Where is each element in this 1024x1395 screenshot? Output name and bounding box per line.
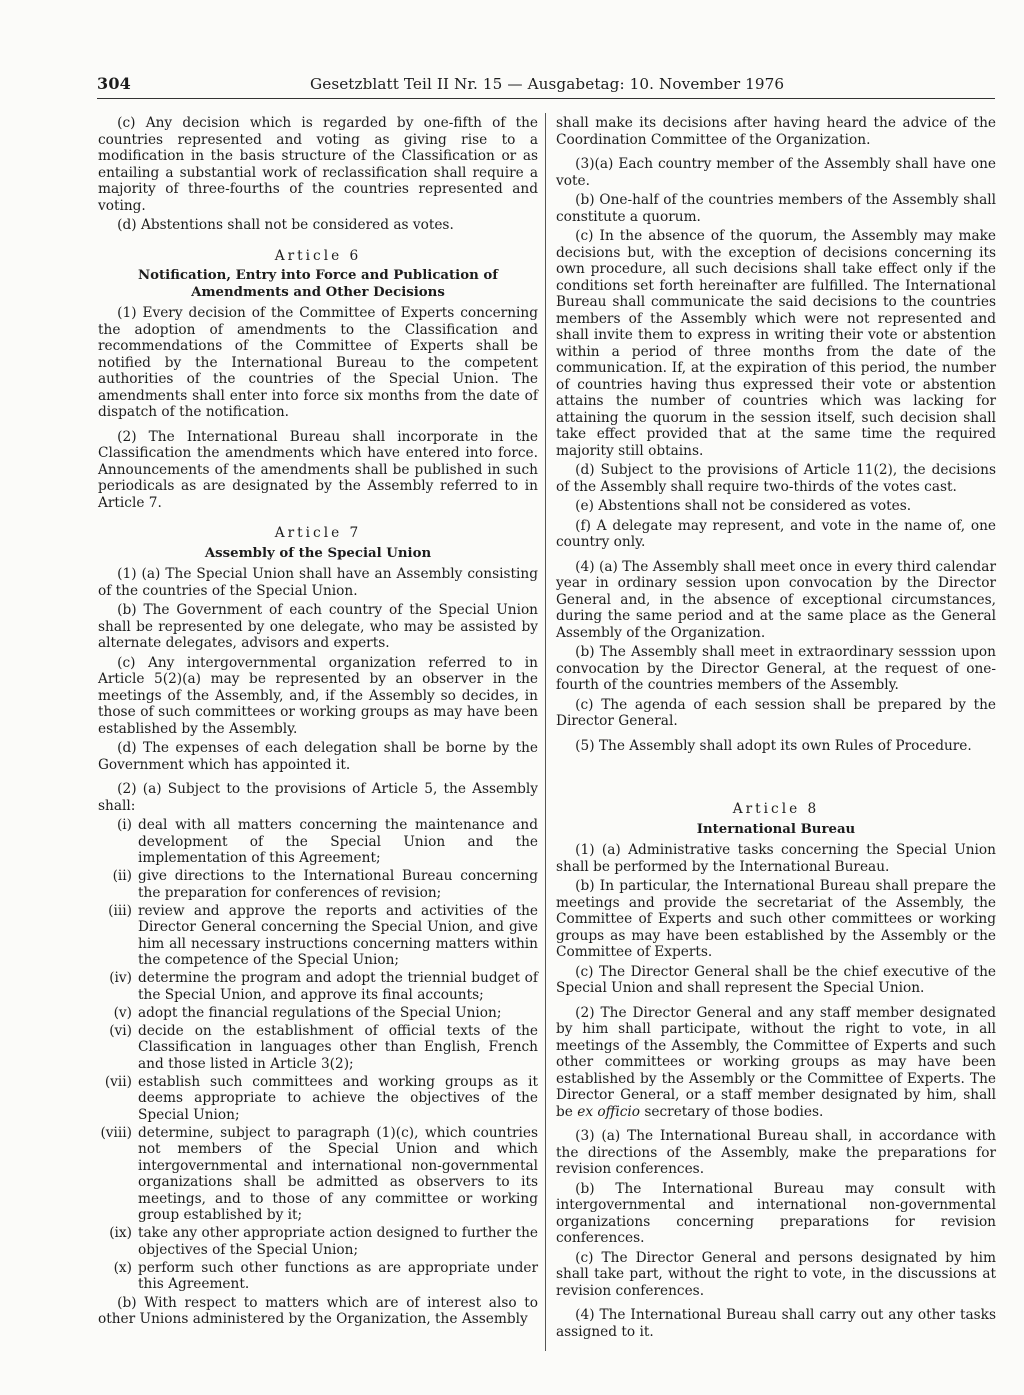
list-item-text: take any other appropriate action designed to further the objectives of the Special Union; <box>138 1225 538 1258</box>
paragraph: (2) (a) Subject to the provisions of Article 5, the Assembly shall: <box>98 781 538 814</box>
list-item-number: (ix) <box>109 1225 132 1241</box>
paragraph: (c) The agenda of each session shall be prepared by the Director General. <box>556 696 996 729</box>
paragraph: (e) Abstentions shall not be considered as votes. <box>575 498 912 514</box>
assembly-duties-list <box>98 817 538 1293</box>
article-8-title: Article 8 <box>732 801 820 817</box>
right-column <box>556 115 996 1343</box>
list-item-number: (iii) <box>108 902 132 919</box>
spacer <box>556 757 996 787</box>
article-8-heading: International Bureau <box>696 821 856 837</box>
paragraph: (c) The Director General and persons designated by him shall take part, without the right to vote, in the discussions at revision conferences. <box>556 1249 996 1299</box>
list-item-text: decide on the establishment of official texts of the Classification in languages other than English, French and those listed in Article 3(2); <box>138 1022 538 1072</box>
paragraph: (b) The International Bureau may consult with intergovernmental and international non-governmental organizations concerning preparations for revision conferences. <box>556 1180 996 1246</box>
paragraph: (3) (a) The International Bureau shall, in accordance with the directions of the Assembly, make the preparations for revision conferences. <box>556 1128 996 1177</box>
list-item <box>98 1225 538 1258</box>
list-item <box>98 1023 538 1073</box>
column-divider <box>545 113 546 1351</box>
paragraph: (f) A delegate may represent, and vote in the name of, one country only. <box>556 517 996 550</box>
left-column <box>98 115 538 1331</box>
paragraph: (b) With respect to matters which are of interest also to other Unions administered by the Organization, the Assembly <box>98 1294 538 1327</box>
paragraph: (5) The Assembly shall adopt its own Rules of Procedure. <box>575 737 972 754</box>
list-item-text: give directions to the International Bureau concerning the preparation for conferences of revision; <box>138 868 538 901</box>
paragraph: (1) (a) The Special Union shall have an Assembly consisting of the countries of the Special Union. <box>98 566 538 599</box>
paragraph: (3)(a) Each country member of the Assembly shall have one vote. <box>556 156 996 189</box>
list-item-number: (v) <box>113 1004 132 1021</box>
list-item <box>98 868 538 901</box>
list-item-number: (iv) <box>109 970 132 986</box>
list-item <box>98 817 538 867</box>
list-item-text: deal with all matters concerning the maintenance and development of the Special Union and the implementation of this Agreement; <box>138 817 538 866</box>
list-item <box>98 1005 538 1022</box>
italic-term: ex officio <box>577 1103 641 1120</box>
article-7-heading: Assembly of the Special Union <box>204 545 432 561</box>
page-number: 304 <box>97 74 131 93</box>
paragraph: (c) Any decision which is regarded by one-fifth of the countries represented and voting as giving rise to a modification in the basis structure of the Classification or as entailing a substantial work of reclassification shall require a majority of three-fourths of the countries represented and voting. <box>98 115 538 214</box>
paragraph: (d) Subject to the provisions of Article 11(2), the decisions of the Assembly shall require two-thirds of the votes cast. <box>556 462 996 495</box>
paragraph: (b) One-half of the countries members of the Assembly shall constitute a quorum. <box>556 192 996 225</box>
list-item <box>98 1260 538 1293</box>
paragraph: (b) The Government of each country of the Special Union shall be represented by one delegate, who may be assisted by alternate delegates, advisors and experts. <box>98 602 538 651</box>
paragraph: (c) In the absence of the quorum, the Assembly may make decisions but, with the exception of decisions concerning its own procedure, all such decisions shall take effect only if the conditions set forth hereinafter are fulfilled. The International Bureau shall communicate the said decisions to the countries members of the Assembly which were not represented and shall invite them to express in writing their vote or abstention within a period of three months from the date of the communication. If, at the expiration of this period, the number of countries having thus expressed their vote or abstention attains the number of countries which was lacking for attaining the quorum in the session itself, such decision shall take effect provided that at the same time the required majority still obtains. <box>556 228 996 459</box>
list-item-text: determine, subject to paragraph (1)(c), which countries not members of the Special Union and which intergovernmental and international non-governmental organizations shall be admitted as observers to its meetings, and to those of any committee or working group established by it; <box>138 1124 538 1223</box>
paragraph: (d) The expenses of each delegation shall be borne by the Government which has appointed it. <box>98 740 538 773</box>
list-item-text: perform such other functions as are appropriate under this Agreement. <box>138 1259 538 1292</box>
paragraph: (1) (a) Administrative tasks concerning the Special Union shall be performed by the International Bureau. <box>556 842 996 875</box>
list-item-number: (ii) <box>112 868 132 884</box>
article-7-title: Article 7 <box>274 525 362 541</box>
list-item <box>98 1125 538 1224</box>
list-item-number: (viii) <box>100 1124 132 1141</box>
paragraph: (d) Abstentions shall not be considered as votes. <box>117 217 454 233</box>
article-6-heading: Notification, Entry into Force and Publication of Amendments and Other Decisions <box>138 268 498 300</box>
article-6-title: Article 6 <box>274 247 362 264</box>
list-item <box>98 970 538 1003</box>
paragraph-text: (2) The Director General and any staff member designated by him shall participate, without the right to vote, in all meetings of the Assembly, the Committee of Experts and such other committees or working groups as may have been established by the Assembly or the Committee of Experts. The Director General, or a staff member designated by him, shall be <box>556 1004 996 1120</box>
paragraph: (4) The International Bureau shall carry out any other tasks assigned to it. <box>556 1307 996 1340</box>
list-item-text: review and approve the reports and activities of the Director General concerning the Special Union, and give him all necessary instructions concerning matters within the competence of the Special Union; <box>138 902 538 968</box>
list-item-text: adopt the financial regulations of the Special Union; <box>138 1004 502 1021</box>
list-item-number: (vii) <box>104 1073 132 1090</box>
list-item-number: (i) <box>116 817 132 833</box>
paragraph: shall make its decisions after having heard the advice of the Coordination Committee of the Organization. <box>556 115 996 148</box>
paragraph: (b) The Assembly shall meet in extraordinary sesssion upon convocation by the Director General, at the request of one-fourth of the countries members of the Assembly. <box>556 644 996 693</box>
list-item-number: (vi) <box>109 1022 132 1039</box>
list-item <box>98 903 538 969</box>
list-item-text: determine the program and adopt the triennial budget of the Special Union, and approve its final accounts; <box>138 970 538 1003</box>
paragraph: (2) The International Bureau shall incorporate in the Classification the amendments which have entered into force. Announcements of the amendments shall be published in such periodicals as are designated by the Assembly referred to in Article 7. <box>98 428 538 511</box>
paragraph-text: secretary of those bodies. <box>644 1103 824 1120</box>
paragraph: (c) The Director General shall be the chief executive of the Special Union and shall represent the Special Union. <box>556 963 996 996</box>
paragraph: (1) Every decision of the Committee of Experts concerning the adoption of amendments to the Classification and recommendations of the Committee of Experts shall be notified by the International Bureau to the competent authorities of the countries of the Special Union. The amendments shall enter into force six months from the date of dispatch of the notification. <box>98 305 538 420</box>
list-item-number: (x) <box>113 1259 132 1276</box>
paragraph: (c) Any intergovernmental organization referred to in Article 5(2)(a) may be represented by an observer in the meetings of the Assembly, and, if the Assembly so decides, in those of such committees or working groups as may have been established by the Assembly. <box>98 654 538 737</box>
list-item <box>98 1074 538 1124</box>
paragraph: (4) (a) The Assembly shall meet once in every third calendar year in ordinary session upon convocation by the Director General and, in the absence of exceptional circumstances, during the same period and at the same place as the General Assembly of the Organization. <box>556 558 996 641</box>
paragraph: (b) In particular, the International Bureau shall prepare the meetings and provide the secretariat of the Assembly, the Committee of Experts and such other committees or working groups as may have been established by the Assembly or the Committee of Experts. <box>556 878 996 960</box>
list-item-text: establish such committees and working groups as it deems appropriate to achieve the objectives of the Special Union; <box>138 1073 538 1123</box>
paragraph <box>556 1005 996 1121</box>
running-header <box>97 72 995 99</box>
header-title: Gesetzblatt Teil II Nr. 15 — Ausgabetag: 10. November 1976 <box>310 75 785 93</box>
